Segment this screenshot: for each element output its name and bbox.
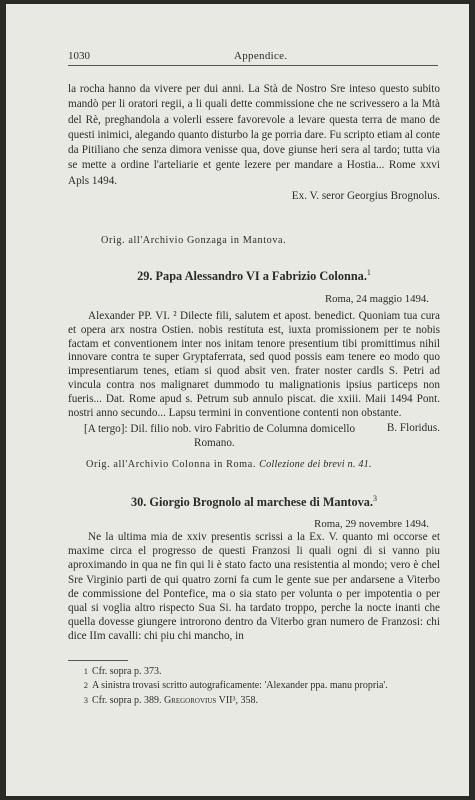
section-29-title-text: 29. Papa Alessandro VI a Fabrizio Colonna. bbox=[137, 269, 367, 284]
section-29-date: Roma, 24 maggio 1494. bbox=[324, 293, 429, 305]
section-30-text: Ne la ultima mia de xxiv presentis scrissi a la Ex. V. quanto mi occorse et maxime circa el progresso de questi Franzosi li quali ogni di si vanno piu aproximando in qua ne fin qui li è stato facto una resistentia al mondo; vero è chel Sre Virginio parti de qui quatro zorni fa cum le gente sue per andarsene a Viterbo de commissione del Pontefice, ma o sia stato per volunta o per impotentia o per qual si voglia altro rispecto Sua Si. ha tardato troppo, perche la nocte inanti che quella dovesse giungere introrono dentro da Viterbo gran numero de Franzosi: chi dice IIm cavalli: chi piu chi mancho, in bbox=[68, 531, 440, 643]
footnote-rule bbox=[68, 660, 128, 661]
section-30-body bbox=[68, 530, 440, 644]
section-29-origin-text: Orig. all'Archivio Colonna in Roma. bbox=[86, 459, 256, 470]
page-number: 1030 bbox=[68, 50, 90, 62]
footnote-1 bbox=[68, 665, 440, 678]
footnote-1-number: 1 bbox=[83, 666, 88, 676]
tergo-line-2: Romano. bbox=[194, 437, 235, 449]
section-29-note-mark: 1 bbox=[366, 268, 371, 277]
letter-28-signature: Ex. V. seror Georgius Brognolus. bbox=[291, 190, 440, 203]
section-30-date: Roma, 29 novembre 1494. bbox=[314, 518, 429, 530]
section-29-text: Alexander PP. VI. ² Dilecte fili, salutem et apost. benedict. Quoniam tua cura et opera arx nostra Ostien. nobis restituta est, iuxta promissionem per te nobis factam et conventionem inter nos initam tenore presentium tibi promittimus nihil innovare contra te super Gryptaferrata, sed quod possis eam tenere eo modo quo impresentiarum tenes, etiam si quod absit ven. frater noster cardls S. Petri ad vincula contra nos malignaret dummodo tu malignationis ipsius particeps non fueris... Dat. Rome apud s. Petrum sub annulo piscat. die xxiii. Maii 1494 Pont. nostri anno secundo... Lapsu termini in conventione contenti non obstante. bbox=[68, 310, 440, 419]
book-page bbox=[6, 4, 469, 796]
footnote-3-text: Cfr. sopra p. 389. bbox=[92, 694, 162, 706]
footnotes bbox=[68, 665, 440, 708]
letter-28-text: la rocha hanno da vivere per dui anni. La Stà de Nostro Sre inteso questo subito mandò per li oratori regii, a li quali dette commissione che ne scrivessero a la Mtà del Rè, preghandola a volerli essere favorevole a levare questa terra de mano de questi inimici, alegando quanto disturbo la ge porria dare. Fu scripto etiam al conte da Pitiliano che senza dimora venisse qua, dove giunse heri sera al tardo; tutta via se mette a ordine l'arteliarie et gente lezere per mandare a Hostia... Rome xxvi Apls 1494. bbox=[68, 83, 440, 187]
footnote-2 bbox=[68, 679, 440, 692]
section-29-origin bbox=[86, 459, 426, 470]
footnote-3-text-after: VII³, 358. bbox=[216, 694, 258, 706]
section-29-origin-collection: Collezione dei brevi n. 41. bbox=[259, 459, 372, 470]
tergo-line-1: [A tergo]: Dil. filio nob. viro Fabritio de Columna domicello bbox=[84, 423, 356, 435]
footnote-2-text: A sinistra trovasi scritto autograficamente: 'Alexander ppa. manu propria'. bbox=[92, 680, 388, 692]
section-30-note-mark: 3 bbox=[373, 494, 378, 503]
letter-28-continuation bbox=[68, 82, 440, 204]
section-29-signature: B. Floridus. bbox=[386, 422, 440, 435]
letter-28-origin: Orig. all'Archivio Gonzaga in Mantova. bbox=[101, 235, 287, 246]
header-rule bbox=[68, 65, 438, 66]
footnote-3 bbox=[68, 694, 440, 707]
footnote-2-number: 2 bbox=[83, 680, 88, 691]
section-30-title bbox=[68, 494, 440, 510]
section-30-title-text: 30. Giorgio Brognolo al marchese di Mantova. bbox=[130, 495, 374, 510]
footnote-3-number: 3 bbox=[83, 694, 88, 705]
section-29-tergo bbox=[84, 422, 440, 450]
section-29-body bbox=[68, 310, 440, 436]
footnote-1-text: Cfr. sopra p. 373. bbox=[92, 666, 162, 677]
running-title: Appendice. bbox=[234, 50, 288, 62]
section-29-title bbox=[68, 268, 440, 284]
footnote-3-author: Gregorovius bbox=[163, 694, 217, 706]
